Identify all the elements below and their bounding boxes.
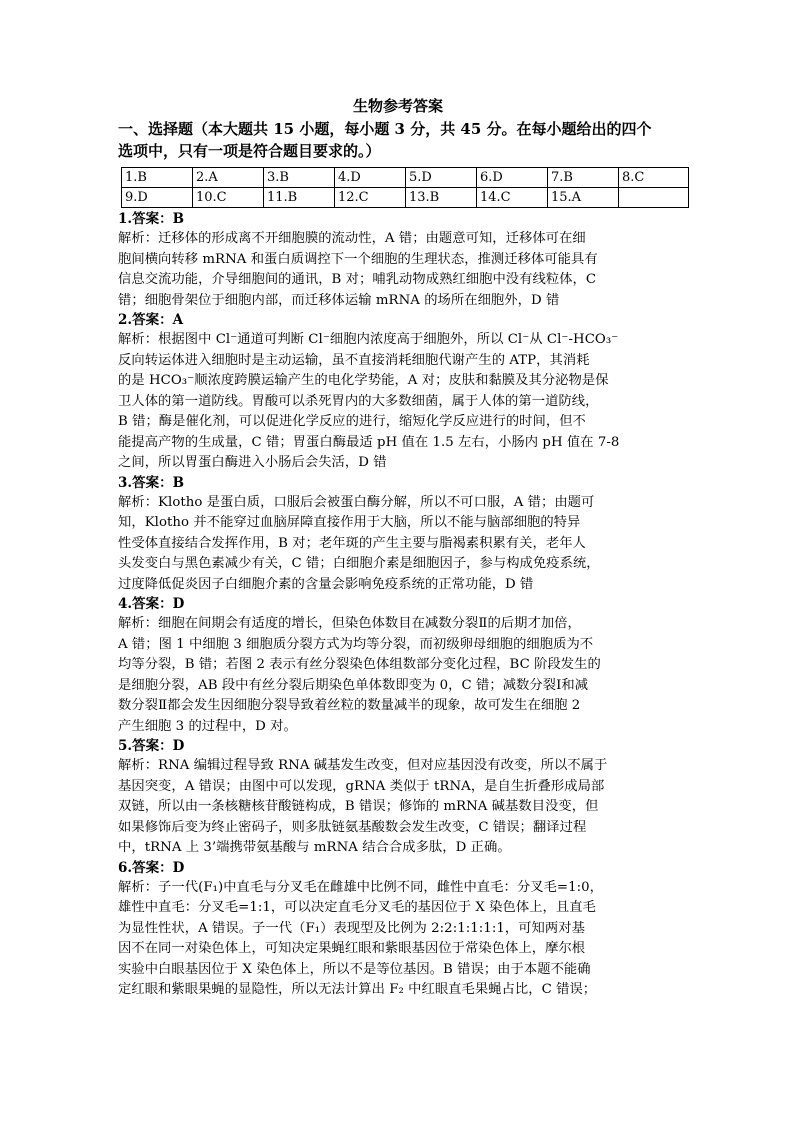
document-title: 生物参考答案 xyxy=(352,97,443,115)
analysis-line: 基因突变，A 错误；由图中可以发现，gRNA 类似于 tRNA，是自生折叠形成局部 xyxy=(118,778,605,794)
analysis-line: 信息交流功能，介导细胞间的通讯，B 对；哺乳动物成熟红细胞中没有线粒体，C xyxy=(118,272,597,287)
answer-cell: 15.A xyxy=(548,188,619,208)
question-explanation xyxy=(118,311,678,474)
analysis-line: 均等分裂，B 错；若图 2 表示有丝分裂染色体组数部分变化过程，BC 阶段发生的 xyxy=(118,657,601,672)
answer-cell: 13.B xyxy=(406,188,477,208)
answer-cell: 10.C xyxy=(193,188,264,208)
answer-cell: 14.C xyxy=(477,188,548,208)
answer-cell: 9.D xyxy=(122,188,193,208)
question-answer-heading: 5.答案：D xyxy=(118,738,185,754)
analysis-line: 为显性性状，A 错误。子一代（F₁）表现型及比例为 2:2:1:1:1:1，可知两对基 xyxy=(118,920,585,936)
analysis-line: 定红眼和紫眼果蝇的显隐性，所以无法计算出 F₂ 中红眼直毛果蝇占比，C 错误； xyxy=(118,982,597,997)
analysis-line: 之间，所以胃蛋白酶进入小肠后会失活，D 错 xyxy=(118,455,387,470)
question-analysis xyxy=(118,756,678,859)
answer-cell: 7.B xyxy=(548,168,619,188)
question-answer-heading: 1.答案：B xyxy=(118,211,185,227)
question-analysis xyxy=(118,614,678,737)
answer-cell: 12.C xyxy=(335,188,406,208)
section-heading xyxy=(118,118,678,162)
question-analysis xyxy=(118,493,678,596)
question-answer-heading: 3.答案：B xyxy=(118,474,185,491)
answer-table xyxy=(121,167,689,208)
answer-cell: 11.B xyxy=(264,188,335,208)
analysis-line: 实验中白眼基因位于 X 染色体上，所以不是等位基因。B 错误；由于本题不能确 xyxy=(118,961,591,977)
question-analysis xyxy=(118,330,678,474)
analysis-line: 是细胞分裂，AB 段中有丝分裂后期染色单体数即变为 0，C 错；减数分裂Ⅰ和减 xyxy=(118,677,589,693)
section-heading-line-2: 选项中，只有一项是符合题目要求的。） xyxy=(118,142,381,160)
analysis-line: 解析：子一代(F₁)中直毛与分叉毛在雌雄中比例不同，雌性中直毛：分叉毛=1:0， xyxy=(118,879,603,895)
analysis-line: 中，tRNA 上 3’端携带氨基酸与 mRNA 结合合成多肽，D 正确。 xyxy=(118,840,511,855)
analysis-line: A 错；图 1 中细胞 3 细胞质分裂方式为均等分裂，而初级卵母细胞的细胞质为不 xyxy=(118,636,594,652)
analysis-line: 卫人体的第一道防线。胃酸可以杀死胃内的大多数细菌，属于人体的第一道防线， xyxy=(118,393,599,409)
question-explanation xyxy=(118,474,678,596)
question-explanation xyxy=(118,210,678,311)
question-analysis xyxy=(118,229,678,311)
analysis-line: 胞间横向转移 mRNA 和蛋白质调控下一个细胞的生理状态，推测迁移体可能具有 xyxy=(118,251,598,267)
analysis-line: 因不在同一对染色体上，可知决定果蝇红眼和紫眼基因位于常染色体上，摩尔根 xyxy=(118,941,586,956)
answer-cell: 1.B xyxy=(122,168,193,188)
analysis-line: 解析：RNA 编辑过程导致 RNA 碱基发生改变，但对应基因没有改变，所以不属于 xyxy=(118,758,608,773)
analysis-line: 知，Klotho 并不能穿过血脑屏障直接作用于大脑，所以不能与脑部细胞的特异 xyxy=(118,515,581,530)
question-explanation xyxy=(118,737,678,859)
question-explanation xyxy=(118,859,678,1001)
analysis-line: 双链，所以由一条核糖核苷酸链构成，B 错误；修饰的 mRNA 碱基数目没变，但 xyxy=(118,799,599,814)
answer-cell: 4.D xyxy=(335,168,406,188)
answer-cell: 5.D xyxy=(406,168,477,188)
analysis-line: B 错；酶是催化剂，可以促进化学反应的进行，缩短化学反应进行的时间，但不 xyxy=(118,414,586,429)
analysis-line: 如果修饰后变为终止密码子，则多肽链氨基酸数会发生改变，C 错误；翻译过程 xyxy=(118,819,587,835)
question-answer-heading: 2.答案：A xyxy=(118,312,184,328)
analysis-line: 解析：Klotho 是蛋白质，口服后会被蛋白酶分解，所以不可口服，A 错；由题可 xyxy=(118,494,595,510)
answer-cell: 3.B xyxy=(264,168,335,188)
question-explanation xyxy=(118,595,678,737)
answer-cell: 8.C xyxy=(619,168,689,188)
analysis-line: 雄性中直毛：分叉毛=1:1，可以决定直毛分叉毛的基因位于 X 染色体上，且直毛 xyxy=(118,900,596,915)
analysis-line: 反向转运体进入细胞时是主动运输，虽不直接消耗细胞代谢产生的 ATP，其消耗 xyxy=(118,352,590,368)
analysis-line: 数分裂Ⅱ都会发生因细胞分裂导致着丝粒的数量减半的现象，故可发生在细胞 2 xyxy=(118,698,581,713)
analysis-line: 错；细胞骨架位于细胞内部，而迁移体运输 mRNA 的场所在细胞外，D 错 xyxy=(118,292,560,308)
answer-explanations xyxy=(118,210,678,1001)
answer-table-row xyxy=(122,168,689,188)
section-heading-line-1: 一、选择题（本大题共 15 小题，每小题 3 分，共 45 分。在每小题给出的四个 xyxy=(118,120,652,138)
analysis-line: 产生细胞 3 的过程中，D 对。 xyxy=(118,718,297,734)
analysis-line: 解析：迁移体的形成离不开细胞膜的流动性，A 错；由题意可知，迁移体可在细 xyxy=(118,231,586,246)
answer-cell xyxy=(619,188,689,208)
question-answer-heading: 4.答案：D xyxy=(118,596,185,612)
analysis-line: 能提高产物的生成量，C 错；胃蛋白酶最适 pH 值在 1.5 左右，小肠内 pH 值在 7-8 xyxy=(118,434,620,450)
answer-cell: 6.D xyxy=(477,168,548,188)
question-answer-heading: 6.答案：D xyxy=(118,859,185,876)
analysis-line: 解析：根据图中 Cl⁻通道可判断 Cl⁻细胞内浓度高于细胞外，所以 Cl⁻从 Cl⁻-HCO₃⁻ xyxy=(118,332,619,347)
document-page xyxy=(118,96,678,1001)
question-analysis xyxy=(118,878,678,1001)
analysis-line: 过度降低促炎因子白细胞介素的含量会影响免疫系统的正常功能，D 错 xyxy=(118,576,534,592)
analysis-line: 的是 HCO₃⁻顺浓度跨膜运输产生的电化学势能，A 对；皮肤和黏膜及其分泌物是保 xyxy=(118,373,609,388)
analysis-line: 解析：细胞在间期会有适度的增长，但染色体数目在减数分裂Ⅱ的后期才加倍， xyxy=(118,616,581,631)
answer-cell: 2.A xyxy=(193,168,264,188)
analysis-line: 性受体直接结合发挥作用，B 对；老年斑的产生主要与脂褐素积累有关，老年人 xyxy=(118,535,586,551)
analysis-line: 头发变白与黑色素减少有关，C 错；白细胞介素是细胞因子，参与构成免疫系统， xyxy=(118,556,600,571)
answer-table-row xyxy=(122,188,689,208)
